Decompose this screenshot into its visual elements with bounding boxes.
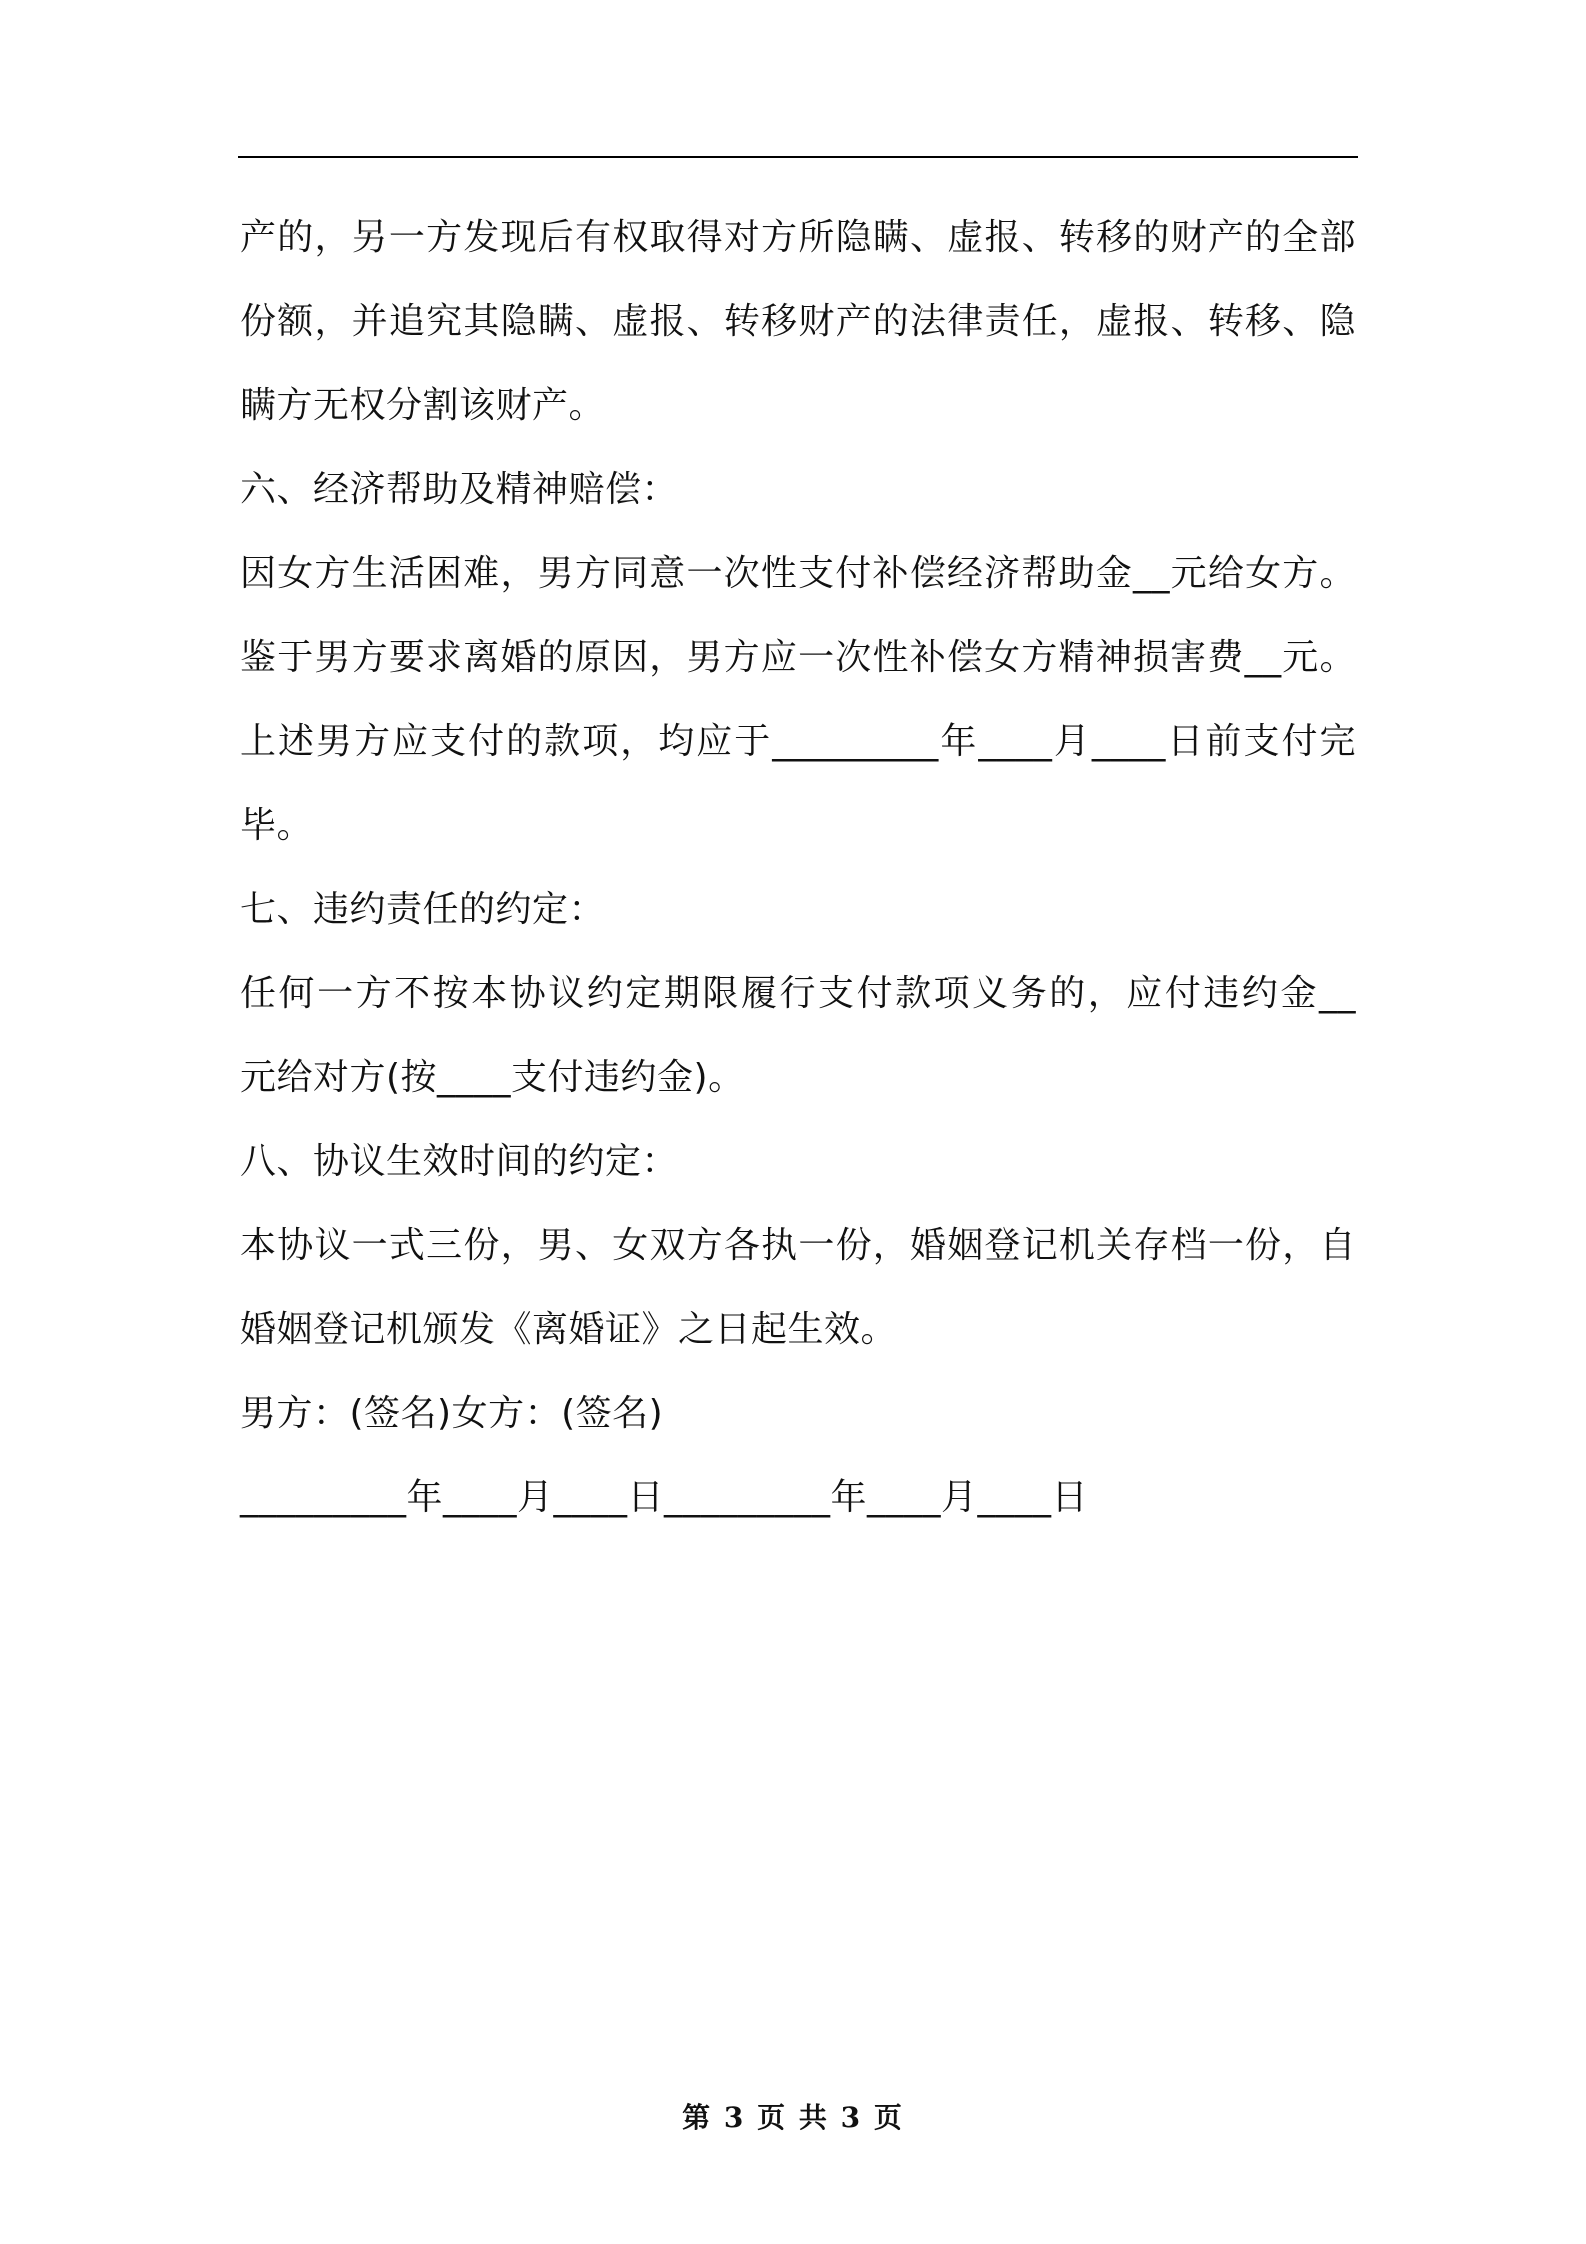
paragraph-line: 元给对方(按____支付违约金)。 xyxy=(240,1057,745,1098)
section-heading: 八、协议生效时间的约定： xyxy=(240,1141,679,1182)
paragraph-line: 毕。 xyxy=(240,805,314,846)
header-rule xyxy=(238,156,1358,158)
section-heading: 六、经济帮助及精神赔偿： xyxy=(240,469,679,510)
paragraph-line: 瞒方无权分割该财产。 xyxy=(240,385,606,426)
paragraph-line: 上述男方应支付的款项，均应于_________年____月____日前支付完 xyxy=(240,721,1356,762)
document-body xyxy=(240,196,1356,1540)
page-number: 第 3 页 共 3 页 xyxy=(682,2101,904,2134)
paragraph-line: 因女方生活困难，男方同意一次性支付补偿经济帮助金__元给女方。 xyxy=(240,553,1356,594)
paragraph-line: 婚姻登记机颁发《离婚证》之日起生效。 xyxy=(240,1309,898,1350)
paragraph-line: 任何一方不按本协议约定期限履行支付款项义务的，应付违约金__ xyxy=(240,973,1356,1014)
date-line: _________年____月____日_________年____月____日 xyxy=(240,1477,1088,1518)
section-heading: 七、违约责任的约定： xyxy=(240,889,606,930)
paragraph-line: 本协议一式三份，男、女双方各执一份，婚姻登记机关存档一份，自 xyxy=(240,1225,1356,1266)
signature-line: 男方：(签名)女方：(签名) xyxy=(240,1393,664,1434)
paragraph-line: 产的，另一方发现后有权取得对方所隐瞒、虚报、转移的财产的全部 xyxy=(240,217,1356,258)
paragraph-line: 鉴于男方要求离婚的原因，男方应一次性补偿女方精神损害费__元。 xyxy=(240,637,1356,678)
paragraph-line: 份额，并追究其隐瞒、虚报、转移财产的法律责任，虚报、转移、隐 xyxy=(240,301,1356,342)
